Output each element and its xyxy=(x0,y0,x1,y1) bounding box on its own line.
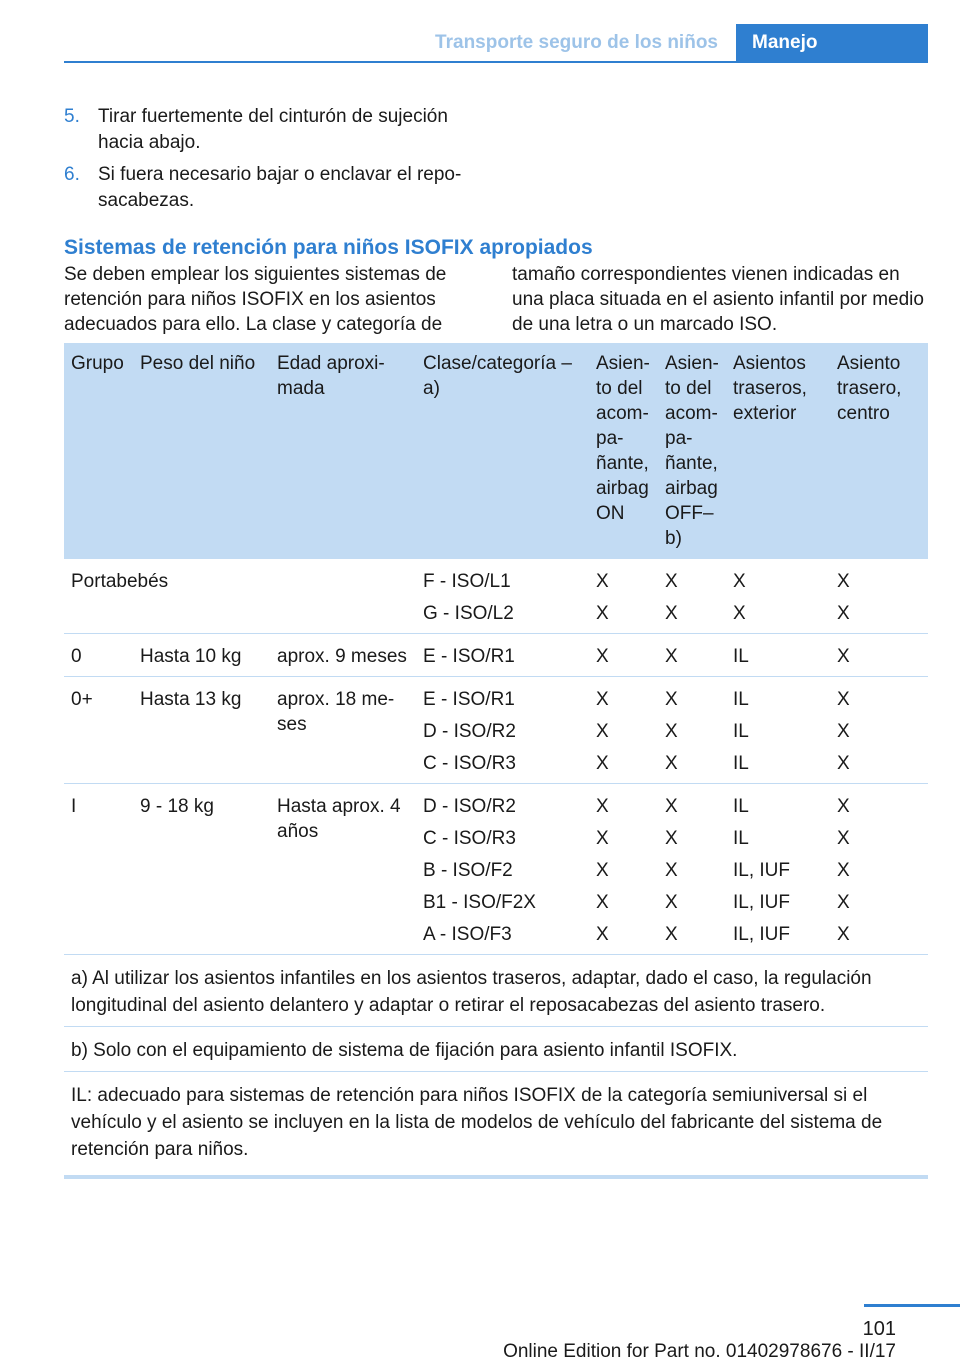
section-title: Transporte seguro de los niños xyxy=(435,32,718,53)
cell-line: X xyxy=(837,892,850,913)
cell-ctr xyxy=(830,634,928,677)
cell-line: X xyxy=(837,796,850,817)
cell-line: D - ISO/R2 xyxy=(423,796,516,817)
cell-line: X xyxy=(665,828,678,849)
cell-line: X xyxy=(596,796,609,817)
step-list xyxy=(64,104,484,220)
cell-line: IL xyxy=(733,753,749,774)
table-note-row xyxy=(64,1027,928,1072)
cell-ctr xyxy=(830,784,928,955)
cell-line: X xyxy=(837,828,850,849)
cell-line: D - ISO/R2 xyxy=(423,721,516,742)
cell-group: I xyxy=(64,784,133,955)
cell-line: X xyxy=(733,571,746,592)
cell-line: X xyxy=(596,603,609,624)
cell-ext xyxy=(726,634,830,677)
cell-on xyxy=(589,677,658,784)
cell-cls xyxy=(416,559,589,634)
cell-line: X xyxy=(596,828,609,849)
cell-on xyxy=(589,634,658,677)
table-note: b) Solo con el equipamiento de sistema de fijación para asiento infantil ISOFIX. xyxy=(64,1027,928,1072)
cell-off xyxy=(658,677,726,784)
cell-line: X xyxy=(665,892,678,913)
cell-line: X xyxy=(837,753,850,774)
cell-age xyxy=(270,559,416,634)
step-text: Tirar fuertemente del cinturón de sujeción hacia abajo. xyxy=(98,106,448,153)
cell-cls xyxy=(416,677,589,784)
table-row xyxy=(64,634,928,677)
cell-line: IL xyxy=(733,828,749,849)
table-note: a) Al utilizar los asientos infantiles en los asientos traseros, adaptar, dado el caso, la regulación longitudinal del asiento delantero y adaptar o retirar el reposacabezas del asiento trasero. xyxy=(64,955,928,1027)
header-cell: Asiento trasero, centro xyxy=(837,353,902,424)
cell-on xyxy=(589,559,658,634)
cell-line: IL, IUF xyxy=(733,892,791,913)
section-heading: Sistemas de retención para niños ISOFIX apropiados xyxy=(64,236,593,259)
cell-line: X xyxy=(665,571,678,592)
cell-off xyxy=(658,634,726,677)
cell-ctr xyxy=(830,677,928,784)
cell-line: X xyxy=(665,796,678,817)
cell-weight: 9 - 18 kg xyxy=(133,784,270,955)
cell-line: IL xyxy=(733,689,749,710)
cell-line: X xyxy=(837,603,850,624)
cell-line: X xyxy=(665,603,678,624)
table-note-row xyxy=(64,955,928,1027)
table-note-row xyxy=(64,1072,928,1178)
header-cell: Clase/categoría – a) xyxy=(423,353,572,399)
cell-group: Portabebés xyxy=(64,559,133,634)
cell-cls xyxy=(416,784,589,955)
page-header xyxy=(64,24,928,63)
cell-line: X xyxy=(665,689,678,710)
cell-line: X xyxy=(596,646,609,667)
cell-line: X xyxy=(596,721,609,742)
cell-line: X xyxy=(596,689,609,710)
cell-off xyxy=(658,559,726,634)
cell-line: G - ISO/L2 xyxy=(423,603,514,624)
cell-ext xyxy=(726,784,830,955)
cell-line: IL xyxy=(733,796,749,817)
page-number: 101 xyxy=(862,1318,896,1340)
cell-weight: Hasta 10 kg xyxy=(133,634,270,677)
step-number: 5. xyxy=(64,106,80,127)
cell-ext xyxy=(726,559,830,634)
cell-age: aprox. 9 meses xyxy=(270,634,416,677)
cell-line: X xyxy=(596,753,609,774)
table-row xyxy=(64,559,928,634)
cell-off xyxy=(658,784,726,955)
cell-line: X xyxy=(837,646,850,667)
cell-line: B - ISO/F2 xyxy=(423,860,513,881)
cell-ctr xyxy=(830,559,928,634)
cell-group: 0+ xyxy=(64,677,133,784)
cell-line: X xyxy=(837,689,850,710)
cell-line: X xyxy=(837,924,850,945)
cell-line: X xyxy=(837,571,850,592)
cell-line: X xyxy=(837,721,850,742)
cell-line: A - ISO/F3 xyxy=(423,924,512,945)
footer-rule xyxy=(864,1304,960,1307)
table-row xyxy=(64,784,928,955)
cell-ext xyxy=(726,677,830,784)
cell-age: aprox. 18 meses xyxy=(270,677,416,784)
cell-line: X xyxy=(665,721,678,742)
isofix-table xyxy=(64,343,928,1179)
cell-line: X xyxy=(665,753,678,774)
intro-text-right: tamaño correspondientes vienen indicadas en una placa situada en el asiento infantil por medio de una letra o un marcado ISO. xyxy=(512,264,924,335)
cell-age: Hasta aprox. 4 años xyxy=(270,784,416,955)
step-text: Si fuera necesario bajar o enclavar el reposacabezas. xyxy=(98,164,462,211)
step-item xyxy=(64,162,484,214)
cell-line: X xyxy=(665,924,678,945)
intro-text-left: Se deben emplear los siguientes sistemas de retención para niños ISOFIX en los asientos adecuados para ello. La clase y categoría de xyxy=(64,264,447,335)
header-cell: Asiento del acompañante, airbag OFF– b) xyxy=(665,353,719,549)
edition-text: Online Edition for Part no. 01402978676 - II/17 xyxy=(503,1341,896,1362)
header-cell: Asientos traseros, exterior xyxy=(733,353,807,424)
header-cell: Asiento del acompañante, airbag ON xyxy=(596,353,650,524)
cell-line: X xyxy=(596,860,609,881)
step-number: 6. xyxy=(64,164,80,185)
header-cell: Edad aproximada xyxy=(277,353,385,399)
cell-group: 0 xyxy=(64,634,133,677)
cell-line: X xyxy=(596,924,609,945)
cell-line: IL, IUF xyxy=(733,924,791,945)
cell-line: X xyxy=(596,892,609,913)
step-item xyxy=(64,104,484,156)
cell-line: IL xyxy=(733,646,749,667)
cell-weight: Hasta 13 kg xyxy=(133,677,270,784)
cell-line: X xyxy=(665,646,678,667)
cell-line: X xyxy=(837,860,850,881)
cell-line: X xyxy=(596,571,609,592)
table-row xyxy=(64,677,928,784)
cell-line: IL xyxy=(733,721,749,742)
cell-line: C - ISO/R3 xyxy=(423,753,516,774)
cell-line: E - ISO/R1 xyxy=(423,689,515,710)
cell-line: IL, IUF xyxy=(733,860,791,881)
table-note: IL: adecuado para sistemas de retención para niños ISOFIX de la categoría semiuniversal si el vehículo y el asiento se incluyen en la lista de modelos de vehículo del fabricante del sistema de retención para niños. xyxy=(64,1072,928,1178)
cell-line: C - ISO/R3 xyxy=(423,828,516,849)
cell-line: X xyxy=(665,860,678,881)
cell-line: X xyxy=(733,603,746,624)
header-cell: Grupo xyxy=(71,353,124,374)
cell-line: F - ISO/L1 xyxy=(423,571,511,592)
cell-line: B1 - ISO/F2X xyxy=(423,892,536,913)
cell-line: E - ISO/R1 xyxy=(423,646,515,667)
header-cell: Peso del niño xyxy=(140,353,256,374)
table-header-row xyxy=(64,343,928,559)
chapter-tab: Manejo xyxy=(736,24,928,61)
cell-cls xyxy=(416,634,589,677)
cell-on xyxy=(589,784,658,955)
